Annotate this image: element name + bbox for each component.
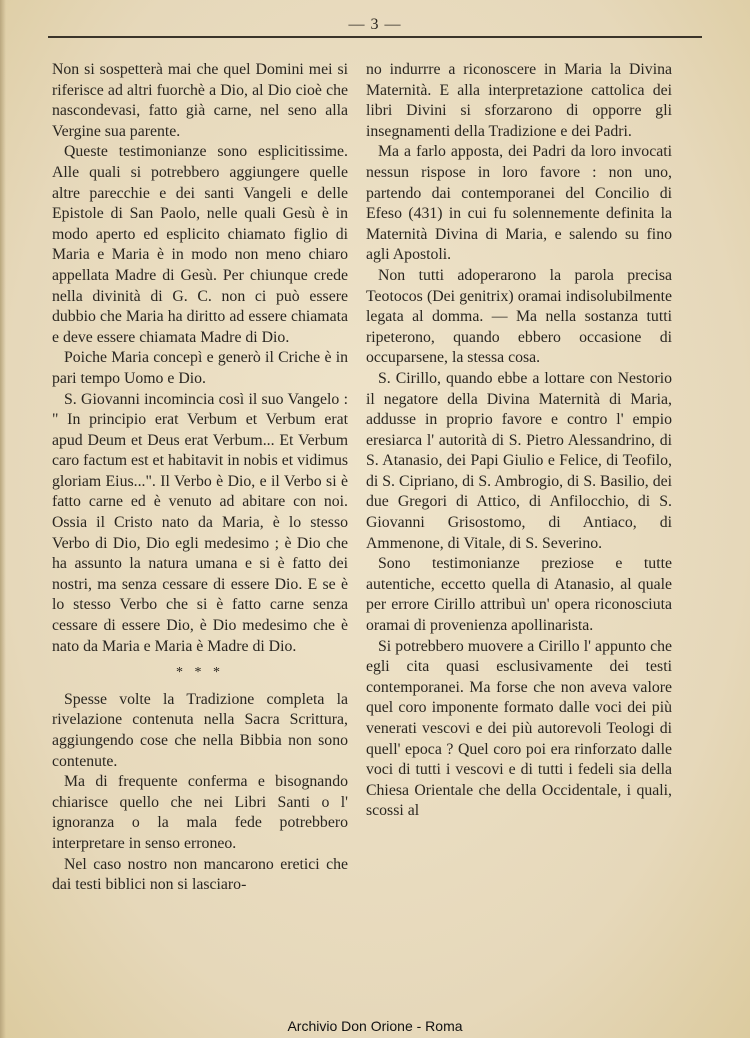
paragraph: Non tutti adoperarono la parola precisa Teotocos (Dei genitrix) oramai indisolubilmente legata al domma. — Ma nella sostanza tutti ripeterono, quando ebbero occasione di occuparsene, la stessa cosa.	[366, 266, 672, 367]
paragraph: S. Cirillo, quando ebbe a lottare con Nestorio il negatore della Divina Maternità di Maria, addusse in proprio favore e contro l' empio eresiarca l' autorità di S. Pietro Alessandrino, di S. Atanasio, dei Papi Giulio e Felice, di Teofilo, di S. Cipriano, di S. Ambrogio, di S. Basilio, dei due Gregori di Attico, di Anfilocchio, di S. Giovanni Grisostomo, di Antiaco, di Ammenone, di Vitale, di S. Severino.	[366, 369, 672, 552]
left-column	[52, 60, 348, 896]
paragraph: Queste testimonianze sono esplicitissime. Alle quali si potrebbero aggiungere quelle altre parecchie e dei santi Vangeli e delle Epistole di San Paolo, nelle quali Gesù è in modo aperto ed esplicito chiamato figlio di Maria e Maria è in modo non meno chiaro appellata Madre di Gesù. Per chiunque crede nella divinità di G. C. non ci può essere dubbio che Maria ha diritto ad essere chiamata e deve essere chiamata Madre di Dio.	[52, 143, 348, 346]
paragraph: Spesse volte la Tradizione completa la rivelazione contenuta nella Sacra Scrittura, aggiungendo cose che nella Bibbia non sono contenute.	[52, 690, 348, 770]
paragraph: Poiche Maria concepì e generò il Criche è in pari tempo Uomo e Dio.	[52, 349, 348, 387]
paragraph: Sono testimonianze preziose e tutte autentiche, eccetto quella di Atanasio, al quale per errore Cirillo attribuì un' opera riconosciuta oramai di provenienza apollinarista.	[366, 555, 672, 635]
archive-footer: Archivio Don Orione - Roma	[287, 1018, 463, 1034]
paragraph: Ma di frequente conferma e bisognando chiarisce quello che nei Libri Santi o l' ignoranza o la mala fede potrebbero interpretare in senso erroneo.	[52, 773, 348, 852]
page-edge-shadow	[0, 0, 6, 1038]
paragraph: Ma a farlo apposta, dei Padri da loro invocati nessun rispose in loro favore : non uno, partendo dai contemporanei del Concilio di Efeso (431) in cui fu solennemente definita la Maternità Divina di Maria, e salendo su fino agli Apostoli.	[366, 143, 672, 264]
paragraph: Si potrebbero muovere a Cirillo l' appunto che egli cita quasi esclusivamente dei testi contemporanei. Ma forse che non aveva valore quel coro imponente formato dalle voci dei più venerati vescovi e dei più autorevoli Teologi di quell' epoca ? Quel coro poi era rinforzato dalle voci di tutti i vescovi e di tutti i fedeli sia della Chiesa Orientale che della Occidentale, i quali, scossi al	[366, 637, 672, 820]
paragraph: Nel caso nostro non mancarono eretici che dai testi biblici non si lasciaro-	[52, 855, 348, 894]
header-rule	[48, 36, 702, 38]
paragraph: no indurrre a riconoscere in Maria la Divina Maternità. E alla interpretazione cattolica dei libri Divini si sforzarono di opporre gli insegnamenti della Tradizione e dei Padri.	[366, 61, 672, 140]
page-header	[48, 14, 702, 42]
page-number: — 3 —	[348, 16, 402, 33]
right-column	[366, 60, 672, 822]
paragraph: S. Giovanni incomincia così il suo Vangelo : " In principio erat Verbum et Verbum erat apud Deum et Deus erat Verbum... Et Verbum caro factum est et habitavit in nobis et vidimus gloriam Eius...". Il Verbo è Dio, e il Verbo si è fatto carne ed è venuto ad abitare con noi. Ossia il Cristo nato da Maria, è lo stesso Verbo di Dio, Dio egli medesimo ; è Dio che ha assunto la natura umana e si è fatto dei nostri, ma senza cessare di essere Dio. E se è lo stesso Verbo che si è fatto carne senza cessare di essere Dio, è Dio medesimo che è nato da Maria e Maria è Madre di Dio.	[52, 390, 348, 655]
paragraph: Non si sospetterà mai che quel Domini mei si riferisce ad altri fuorchè a Dio, al Dio cioè che nascondevasi, fatto già carne, nel seno alla Vergine sua parente.	[52, 61, 348, 140]
section-separator: * * *	[176, 665, 224, 681]
